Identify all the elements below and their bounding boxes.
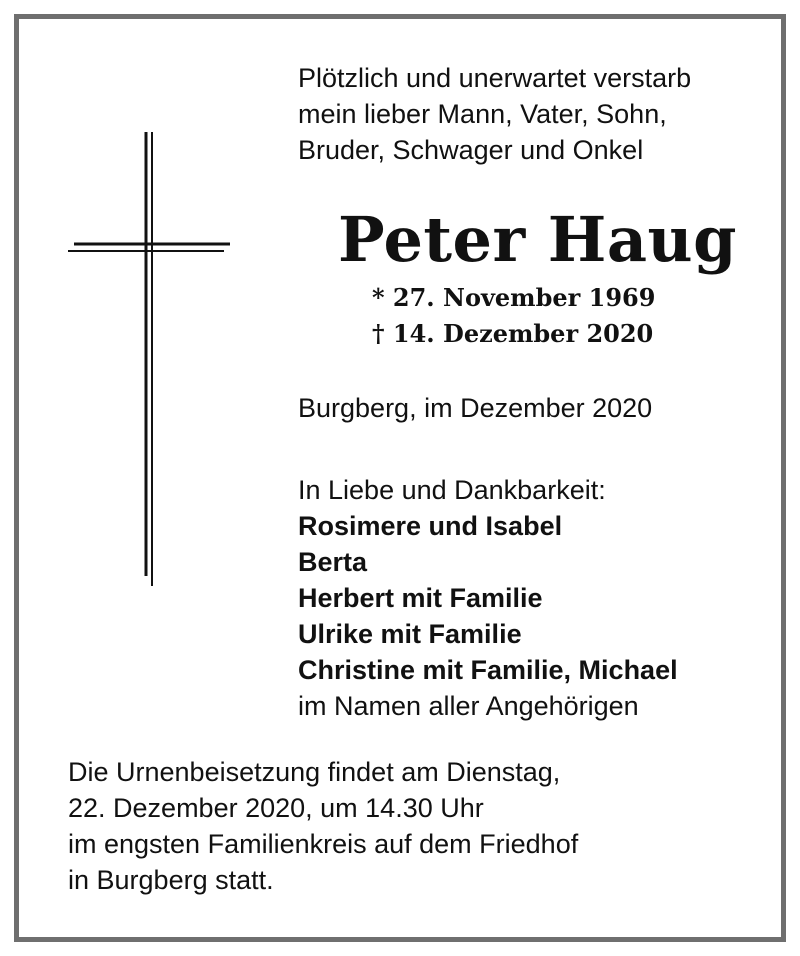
place-date: Burgberg, im Dezember 2020 [298,393,653,423]
intro-line: mein lieber Mann, Vater, Sohn, [298,99,667,129]
mourner-name: Christine mit Familie, Michael [298,655,678,685]
life-dates [372,280,655,352]
mourner-name: Rosimere und Isabel [298,511,563,541]
mourners-closing: im Namen aller Angehörigen [298,691,639,721]
mourners-block [298,472,678,724]
birth-date: * 27. November 1969 [372,283,656,312]
burial-info [68,754,578,898]
intro-line: Bruder, Schwager und Onkel [298,135,644,165]
mourner-name: Ulrike mit Familie [298,619,522,649]
burial-line: Die Urnenbeisetzung findet am Dienstag, [68,757,561,787]
burial-line: 22. Dezember 2020, um 14.30 Uhr [68,793,484,823]
intro-line: Plötzlich und unerwartet verstarb [298,63,692,93]
mourner-name: Berta [298,547,368,577]
burial-line: in Burgberg statt. [68,865,274,895]
burial-line: im engsten Familienkreis auf dem Friedhof [68,829,579,859]
deceased-name: Peter Haug [338,203,737,276]
death-date: † 14. Dezember 2020 [372,319,654,348]
intro-text [298,60,691,168]
mourners-intro: In Liebe und Dankbarkeit: [298,475,606,505]
mourner-name: Herbert mit Familie [298,583,543,613]
